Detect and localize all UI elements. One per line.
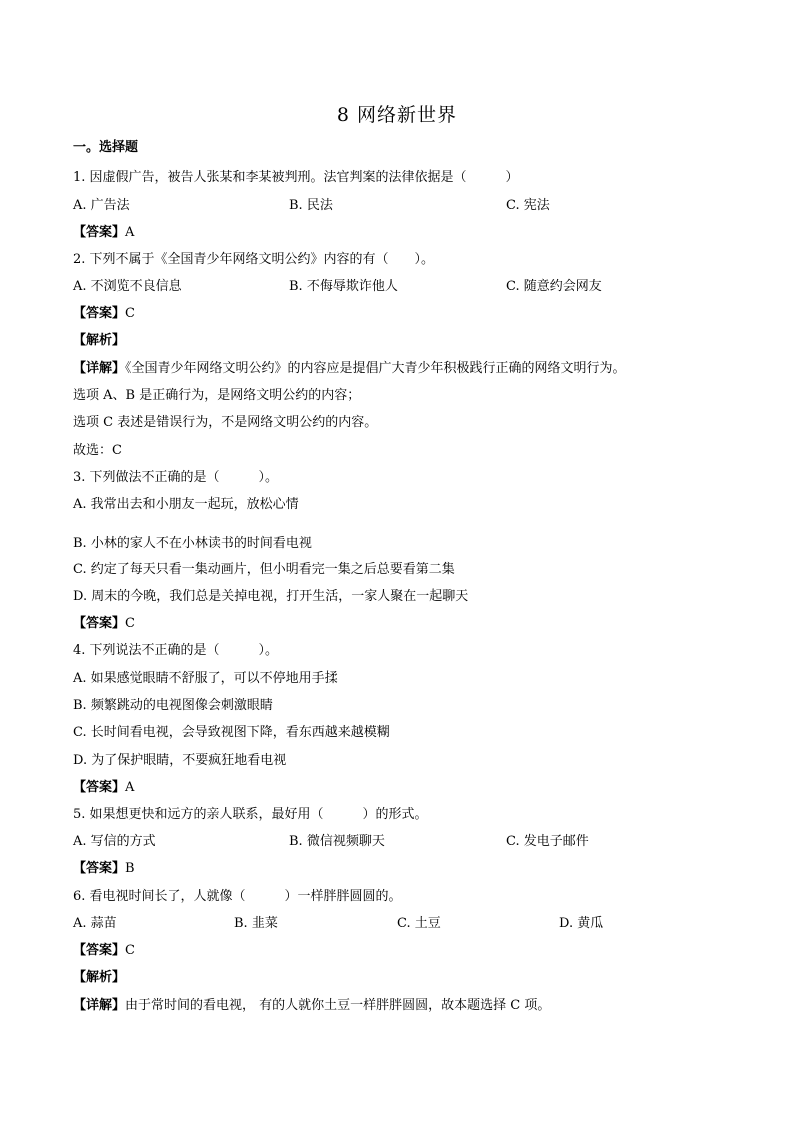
question-2-option-c: C. 随意约会网友 (506, 279, 602, 294)
answer-value: B (125, 861, 135, 876)
question-5-stem: 5. 如果想更快和远方的亲人联系，最好用（ ）的形式。 (73, 807, 428, 822)
question-6-analysis-label: 【解析】 (73, 970, 126, 985)
question-2-answer (73, 305, 135, 323)
question-2-option-a: A. 不浏览不良信息 (73, 279, 182, 294)
question-6-stem: 6. 看电视时间长了，人就像（ ）一样胖胖圆圆的。 (73, 889, 402, 904)
question-3-answer (73, 615, 135, 633)
answer-value: A (125, 225, 135, 240)
question-2-conclusion: 故选：C (73, 443, 122, 458)
answer-label: 【答案】 (73, 616, 126, 631)
question-6-answer (73, 942, 135, 960)
question-3-option-c: C. 约定了每天只看一集动画片，但小明看完一集之后总要看第二集 (73, 562, 455, 577)
question-5-option-c: C. 发电子邮件 (506, 834, 589, 849)
answer-value: C (125, 943, 135, 958)
question-4-option-c: C. 长时间看电视，会导致视图下降，看东西越来越模糊 (73, 725, 390, 740)
question-6-option-c: C. 土豆 (397, 916, 441, 931)
question-6-option-d: D. 黄瓜 (559, 916, 604, 931)
answer-value: C (125, 616, 135, 631)
question-3-option-b: B. 小林的家人不在小林读书的时间看电视 (73, 536, 312, 551)
question-4-option-d: D. 为了保护眼睛，不要疯狂地看电视 (73, 753, 287, 768)
detail-text: 由于常时间的看电视， 有的人就你土豆一样胖胖圆圆，故本题选择 C 项。 (125, 998, 551, 1013)
question-6-option-a: A. 蒜苗 (73, 916, 117, 931)
question-4-option-b: B. 频繁跳动的电视图像会刺激眼睛 (73, 698, 273, 713)
answer-label: 【答案】 (73, 943, 126, 958)
answer-value: A (125, 780, 135, 795)
question-1-option-c: C. 宪法 (506, 198, 550, 213)
detail-text: 《全国青少年网络文明公约》的内容应是提倡广大青少年积极践行正确的网络文明行为。 (125, 361, 626, 376)
question-2-detail-line-3: 选项 C 表述是错误行为，不是网络文明公约的内容。 (73, 415, 378, 430)
answer-value: C (125, 306, 135, 321)
answer-label: 【答案】 (73, 780, 126, 795)
question-2-detail-line-2: 选项 A、B 是正确行为，是网络文明公约的内容； (73, 388, 361, 403)
question-4-option-a: A. 如果感觉眼睛不舒服了，可以不停地用手揉 (73, 671, 338, 686)
detail-label: 【详解】 (73, 998, 126, 1013)
question-3-stem: 3. 下列做法不正确的是（ ）。 (73, 470, 279, 485)
question-2-stem: 2. 下列不属于《全国青少年网络文明公约》内容的有（ ）。 (73, 252, 435, 267)
question-1-answer (73, 224, 134, 242)
question-3-option-a: A. 我常出去和小朋友一起玩，放松心情 (73, 497, 299, 512)
question-5-option-a: A. 写信的方式 (73, 834, 156, 849)
question-4-stem: 4. 下列说法不正确的是（ ）。 (73, 643, 279, 658)
question-6-option-b: B. 韭菜 (234, 916, 278, 931)
question-2-analysis-label: 【解析】 (73, 333, 126, 348)
question-5-answer (73, 860, 135, 878)
question-1-stem: 1. 因虚假广告，被告人张某和李某被判刑。法官判案的法律依据是（ ） (73, 170, 519, 185)
detail-label: 【详解】 (73, 361, 126, 376)
answer-label: 【答案】 (73, 225, 126, 240)
question-4-answer (73, 779, 134, 797)
question-1-option-b: B. 民法 (289, 198, 333, 213)
question-6-detail (73, 997, 550, 1015)
page-title: 8 网络新世界 (336, 104, 458, 126)
question-5-option-b: B. 微信视频聊天 (289, 834, 385, 849)
section-heading: 一。选择题 (73, 140, 139, 155)
question-3-option-d: D. 周末的今晚，我们总是关掉电视，打开生活，一家人聚在一起聊天 (73, 589, 469, 604)
question-2-detail (73, 360, 626, 378)
answer-label: 【答案】 (73, 306, 126, 321)
question-1-option-a: A. 广告法 (73, 198, 130, 213)
question-2-option-b: B. 不侮辱欺诈他人 (289, 279, 398, 294)
answer-label: 【答案】 (73, 861, 126, 876)
